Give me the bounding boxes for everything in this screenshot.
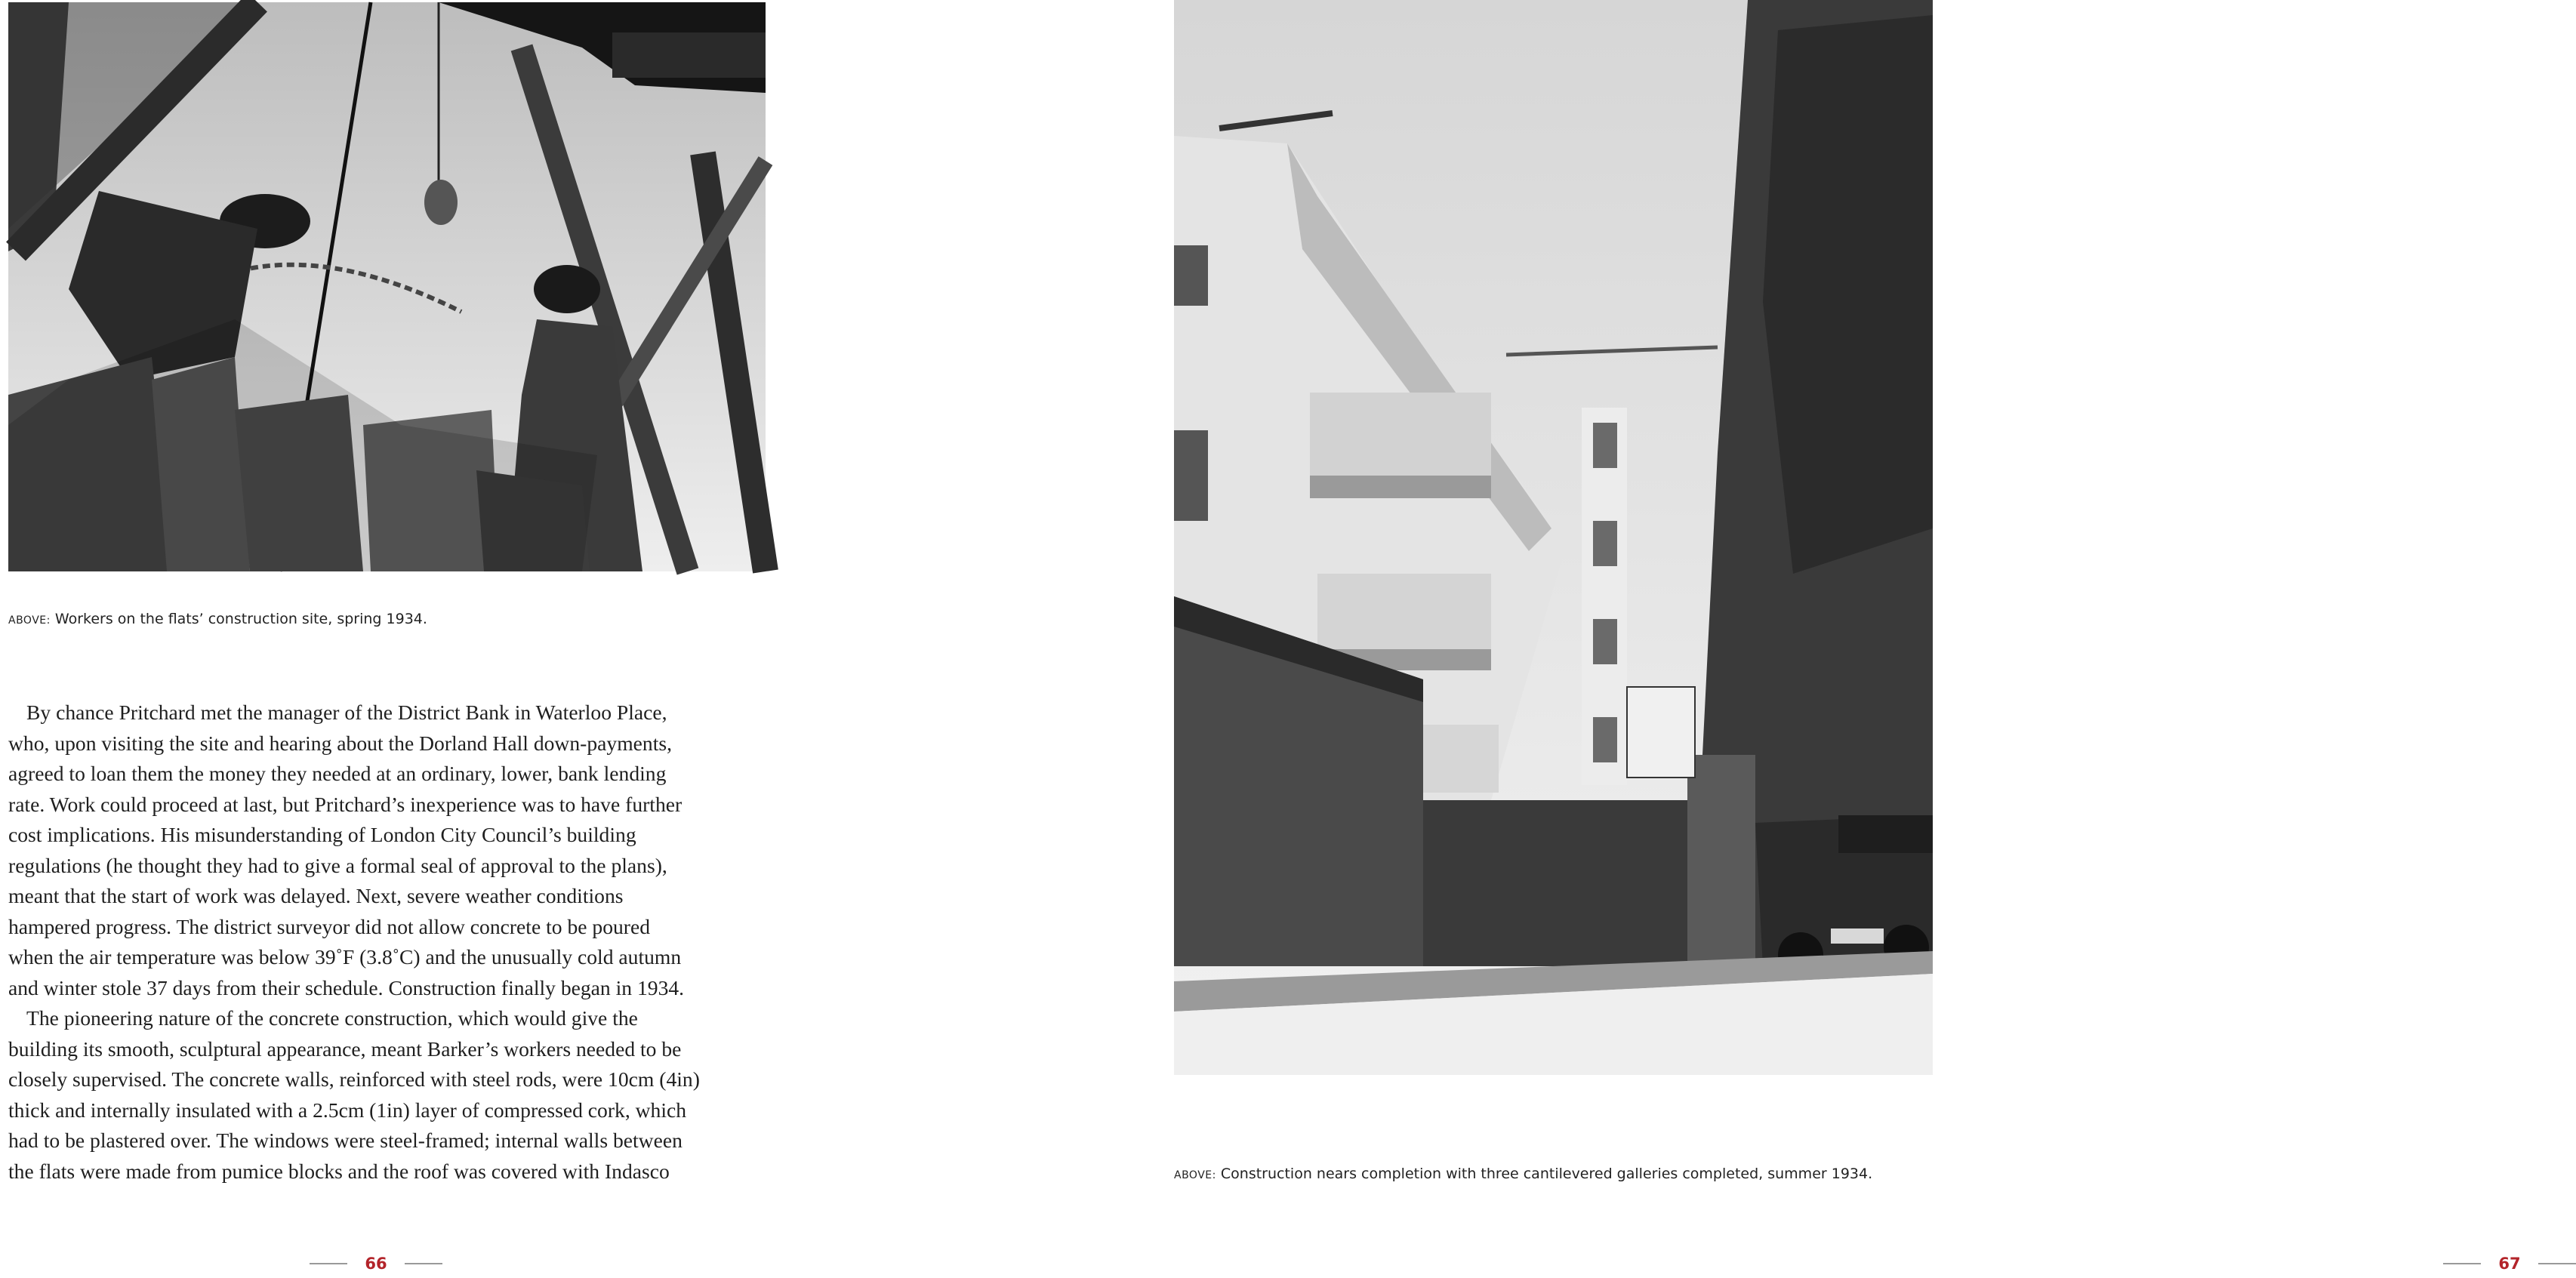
folio-right (2443, 1252, 2576, 1275)
caption-text-right: Construction nears completion with three cantilevered galleries completed, summer 1934. (1216, 1166, 1873, 1182)
folio-rule-left-b (405, 1263, 442, 1264)
folio-rule-right-a (2443, 1263, 2481, 1264)
caption-text-left: Workers on the flats’ construction site, spring 1934. (50, 611, 427, 627)
workers-photo-illustration (8, 2, 766, 571)
workers-construction-photo (8, 2, 766, 571)
folio-rule-right-b (2538, 1263, 2576, 1264)
building-photo-illustration (1174, 0, 1933, 1075)
right-page (966, 0, 2521, 1278)
caption-lead-right: ABOVE: (1174, 1169, 1216, 1181)
paragraph-2: The pioneering nature of the concrete construction, which would give the building its smooth, sculptural appearance, meant Barker’s workers needed to be closely supervised. The concrete walls, reinforced with steel rods, were 10cm (4in) thick and internally insulated with a 2.5cm (1in) layer of compressed cork, which had to be plastered over. The windows were steel-framed; internal walls between the flats were made from pumice blocks and the roof was covered with Indasco (8, 1006, 700, 1183)
folio-left (310, 1252, 442, 1275)
page-number-left: 66 (365, 1255, 387, 1273)
page-number-right: 67 (2498, 1255, 2521, 1273)
left-page (0, 0, 966, 1278)
folio-rule-left-a (310, 1263, 347, 1264)
photo-caption-left (8, 611, 427, 627)
body-text (8, 698, 763, 1187)
photo-caption-right (1174, 1166, 1872, 1182)
building-construction-photo (1174, 0, 1933, 1075)
paragraph-1: By chance Pritchard met the manager of the District Bank in Waterloo Place, who, upon visiting the site and hearing about the Dorland Hall down-payments, agreed to loan them the money they needed at an ordinary, lower, bank lending rate. Work could proceed at last, but Pritchard’s inexperience was to have further cost implications. His misunderstanding of London City Council’s building regulations (he thought they had to give a formal seal of approval to the plans), meant that the start of work was delayed. Next, severe weather conditions hampered progress. The district surveyor did not allow concrete to be poured when the air temperature was below 39˚F (3.8˚C) and the unusually cold autumn and winter stole 37 days from their schedule. Construction finally began in 1934. (8, 701, 685, 999)
caption-lead-left: ABOVE: (8, 614, 51, 627)
